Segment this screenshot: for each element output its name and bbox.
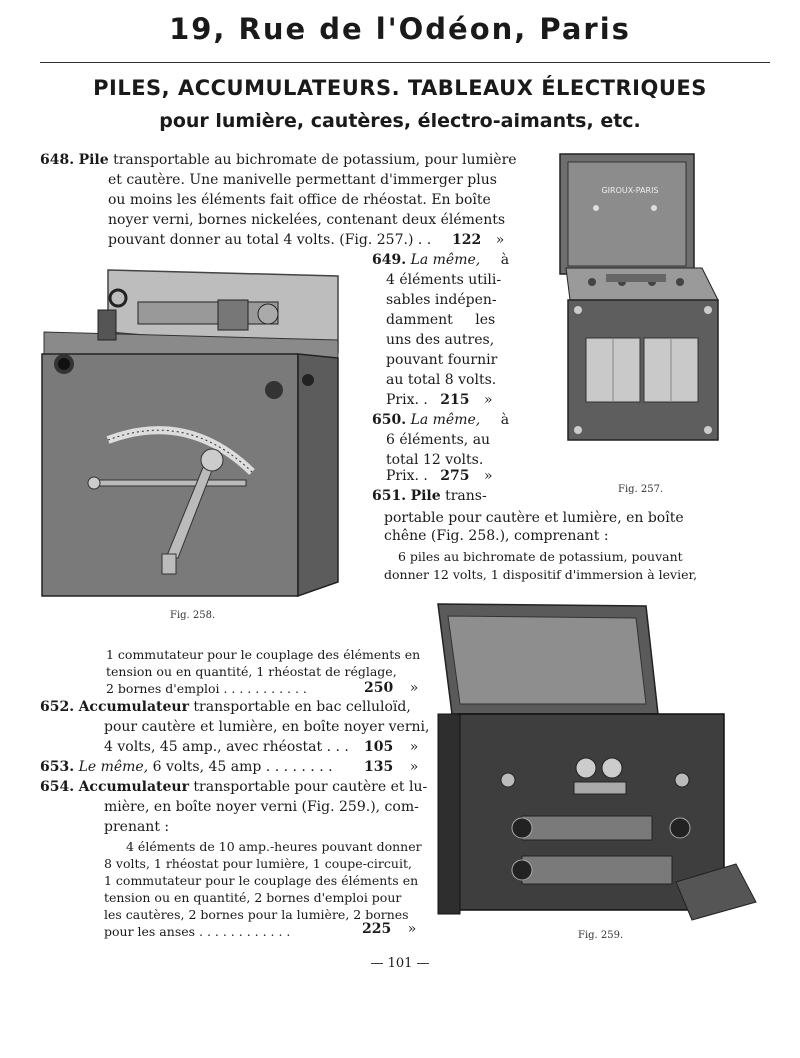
item-number: 653. [40,759,75,775]
figure-257-portable-battery [552,150,732,480]
item-649-line-5: uns des autres, [386,332,495,348]
item-648-price [452,230,504,250]
item-text: transportable au bichromate de potassium, pour lumière [113,152,517,168]
price-value: 122 [452,232,482,248]
item-651-sub-4: tension ou en quantité, 1 rhéostat de réglage, [106,664,397,679]
figure-257-caption: Fig. 257. [618,484,664,495]
page-subtitle: pour lumière, cautères, électro-aimants, etc. [159,110,641,132]
item-650-price [386,466,493,486]
price-unit: » [483,468,493,484]
item-648-line-5: pouvant donner au total 4 volts. (Fig. 257.) . . [108,232,432,248]
price-unit: » [409,759,419,775]
item-650-line-3: total 12 volts. [386,452,484,468]
item-649-line-3: sables indépen- [386,292,497,308]
prix-label: Prix. . [386,468,428,484]
item-654-sub-1: 4 éléments de 10 amp.-heures pouvant donner [126,839,422,854]
item-652-price [364,737,418,757]
item-654-price [362,919,416,939]
item-648-line-4: noyer verni, bornes nickelées, contenant deux éléments [108,212,506,228]
item-number: 651. [372,488,407,504]
price-value: 250 [364,680,394,696]
item-648-line-1 [40,150,517,170]
figure-259-caption: Fig. 259. [578,930,624,941]
item-name: Pile [78,152,109,168]
item-name: Accumulateur [78,779,189,795]
item-number: 650. [372,412,407,428]
item-653-price [364,757,418,777]
item-text: transportable pour cautère et lu- [193,779,428,795]
item-651-line-2: portable pour cautère et lumière, en boîte [384,510,684,526]
item-name: Accumulateur [78,699,189,715]
item-648-line-2: et cautère. Une manivelle permettant d'immerger plus [108,172,497,188]
item-651-sub-5: 2 bornes d'emploi . . . . . . . . . . . [106,681,307,696]
item-number: 652. [40,699,75,715]
price-unit: » [407,921,417,937]
item-654-sub-3: 1 commutateur pour le couplage des éléments en [104,873,419,888]
item-number: 654. [40,779,75,795]
item-651-sub-2: donner 12 volts, 1 dispositif d'immersion à levier, [384,567,698,582]
item-text: à [500,252,510,268]
figure-257-maker-label: GIROUX-PARIS [601,186,659,195]
price-value: 135 [364,759,394,775]
item-652-line-3: 4 volts, 45 amp., avec rhéostat . . . [104,739,349,755]
figure-259-accumulator-box [436,602,764,928]
item-650-line-2: 6 éléments, au [386,432,491,448]
item-649-line-2: 4 éléments utili- [386,272,502,288]
item-654-line-3: prenant : [104,819,170,835]
item-652-line-2: pour cautère et lumière, en boîte noyer verni, [104,719,430,735]
item-651-price [364,678,418,698]
price-unit: » [409,680,419,696]
page-header-address: 19, Rue de l'Odéon, Paris [169,12,631,46]
page-number: — 101 — [370,956,430,971]
item-text: trans- [445,488,487,504]
item-649-line-6: pouvant fournir [386,352,498,368]
price-value: 225 [362,921,392,937]
item-654-sub-2: 8 volts, 1 rhéostat pour lumière, 1 coupe-circuit, [104,856,412,871]
item-name: La même, [410,252,481,268]
item-654-sub-5: les cautères, 2 bornes pour la lumière, 2 bornes [104,907,409,922]
item-number: 648. [40,152,75,168]
item-name: Pile [410,488,441,504]
header-rule [40,62,770,63]
page-title: PILES, ACCUMULATEURS. TABLEAUX ÉLECTRIQUES [93,76,707,100]
item-text: transportable en bac celluloïd, [193,699,411,715]
item-654-line-1 [40,777,427,797]
figure-258-caption: Fig. 258. [170,610,216,621]
item-649-price [386,390,493,410]
item-654-sub-6: pour les anses . . . . . . . . . . . . [104,924,291,939]
figure-258-battery-box [38,262,350,604]
item-648-line-3: ou moins les éléments fait office de rhéostat. En boîte [108,192,491,208]
price-value: 275 [440,468,470,484]
item-649-line-4: damment les [386,312,496,328]
prix-label: Prix. . [386,392,428,408]
price-unit: » [409,739,419,755]
item-652-line-1 [40,697,411,717]
price-unit: » [495,232,505,248]
item-653-line-1 [40,757,333,777]
item-649-line-1 [372,250,509,270]
item-number: 649. [372,252,407,268]
item-name: Le même, [78,759,149,775]
price-value: 105 [364,739,394,755]
item-654-sub-4: tension ou en quantité, 2 bornes d'emploi pour [104,890,402,905]
item-651-line-3: chêne (Fig. 258.), comprenant : [384,528,609,544]
item-654-line-2: mière, en boîte noyer verni (Fig. 259.), com- [104,799,419,815]
item-name: La même, [410,412,481,428]
item-651-sub-3: 1 commutateur pour le couplage des éléments en [106,647,421,662]
item-651-line-1 [372,486,487,506]
price-value: 215 [440,392,470,408]
item-649-line-7: au total 8 volts. [386,372,497,388]
item-651-sub-1: 6 piles au bichromate de potassium, pouvant [398,549,683,564]
item-650-line-1 [372,410,509,430]
price-unit: » [483,392,493,408]
item-text: 6 volts, 45 amp . . . . . . . . [152,759,333,775]
item-text: à [500,412,510,428]
